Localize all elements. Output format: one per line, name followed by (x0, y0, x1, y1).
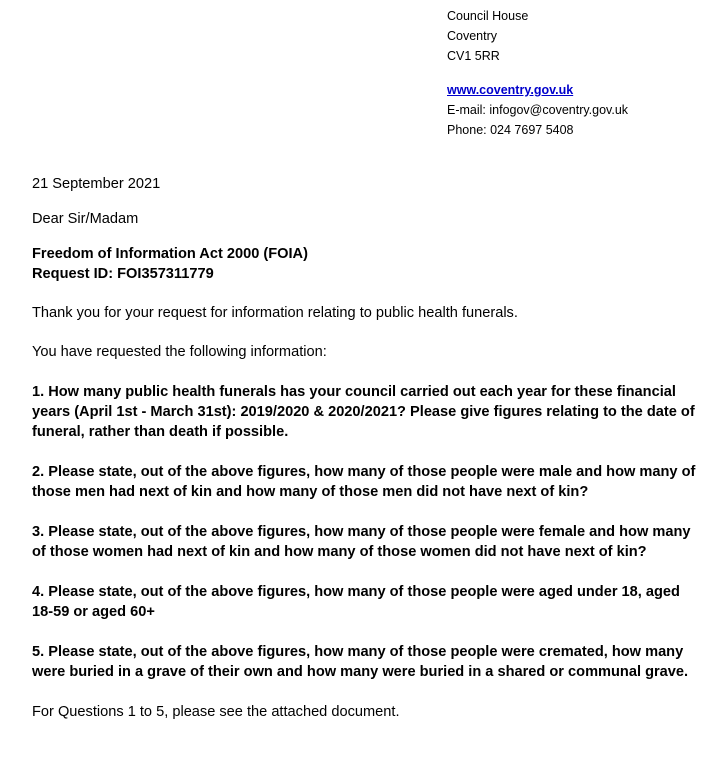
letter-body (32, 174, 702, 722)
phone-line: Phone: 024 7697 5408 (447, 123, 574, 137)
sender-address-block (447, 6, 628, 140)
address-line-postcode: CV1 5RR (447, 49, 500, 63)
requested-paragraph: You have requested the following information: (32, 344, 327, 360)
question-4: 4. Please state, out of the above figures, how many of those people were aged under 18, aged 18-59 or aged 60+ (32, 584, 680, 620)
question-2: 2. Please state, out of the above figures, how many of those people were male and how many of those men had next of kin and how many of those men did not have next of kin? (32, 464, 696, 500)
website-link[interactable]: www.coventry.gov.uk (447, 83, 574, 97)
subject-act: Freedom of Information Act 2000 (FOIA) (32, 246, 308, 262)
question-list (32, 382, 702, 682)
address-line-city: Coventry (447, 29, 498, 43)
address-spacer (447, 66, 628, 80)
question-5: 5. Please state, out of the above figures, how many of those people were cremated, how many were buried in a grave of their own and how many were buried in a shared or communal grave. (32, 644, 689, 680)
subject-request-id: Request ID: FOI357311779 (32, 266, 214, 282)
question-1: 1. How many public health funerals has your council carried out each year for these financial years (April 1st - March 31st): 2019/2020 & 2020/2021? Please give figures relating to the date of funeral, rather than death if possible. (32, 384, 695, 440)
question-3: 3. Please state, out of the above figures, how many of those people were female and how many of those women had next of kin and how many of those women did not have next of kin? (32, 524, 691, 560)
address-line-building: Council House (447, 9, 529, 23)
email-line: E-mail: infogov@coventry.gov.uk (447, 103, 629, 117)
salutation: Dear Sir/Madam (32, 211, 139, 227)
letter-date: 21 September 2021 (32, 176, 161, 192)
subject-heading (32, 244, 702, 284)
intro-paragraph: Thank you for your request for information relating to public health funerals. (32, 305, 518, 321)
closing-paragraph: For Questions 1 to 5, please see the attached document. (32, 704, 400, 720)
